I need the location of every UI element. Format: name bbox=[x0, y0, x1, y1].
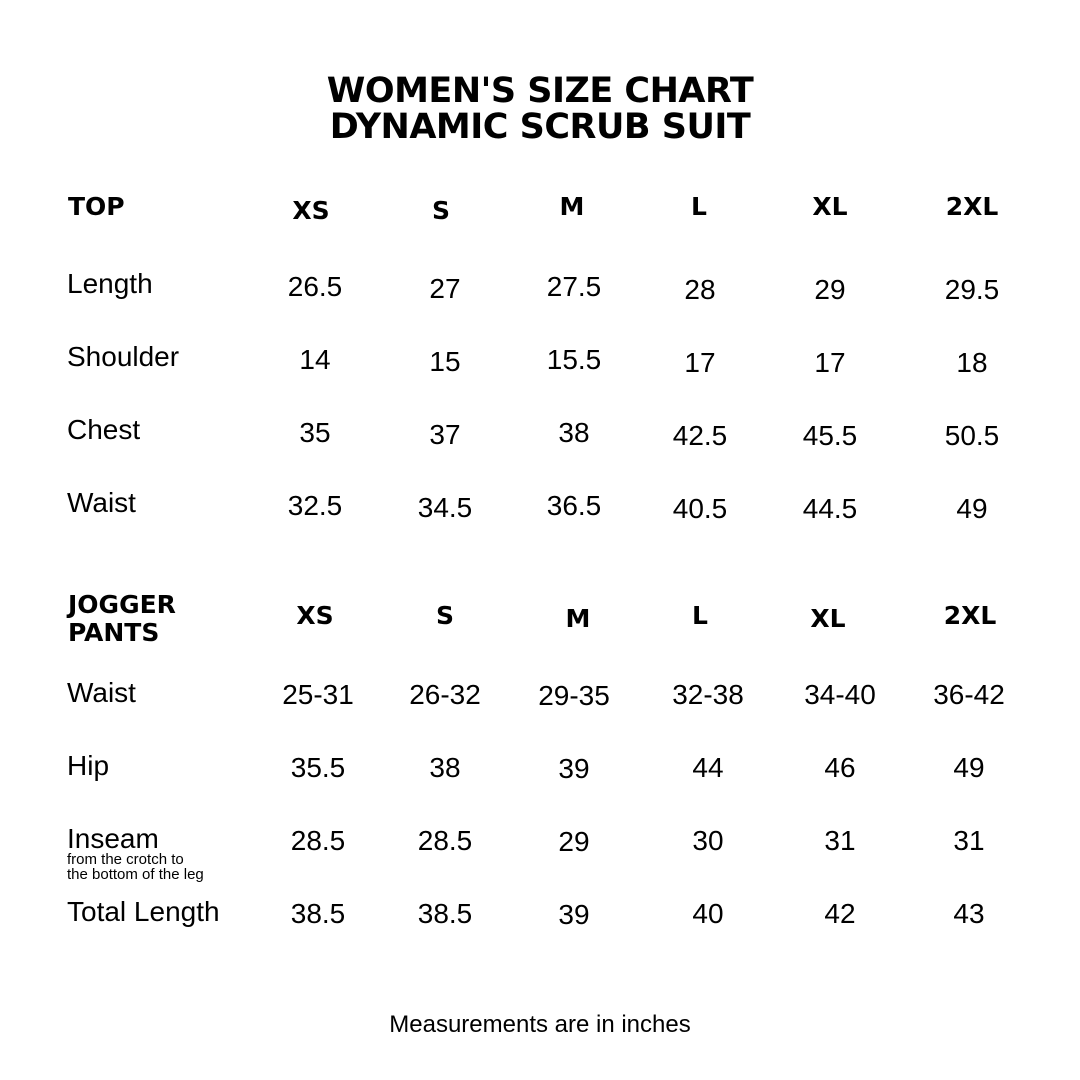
table-cell: 42.5 bbox=[672, 420, 728, 451]
table-cell: 38.5 bbox=[417, 898, 473, 929]
pants-size-header-xl: XL bbox=[810, 604, 846, 633]
table-cell: 38 bbox=[429, 752, 461, 783]
pants-size-header-xs: XS bbox=[296, 601, 334, 630]
table-cell: 37 bbox=[429, 419, 461, 450]
table-cell: 35.5 bbox=[290, 752, 346, 783]
pants-size-header-l: L bbox=[692, 601, 708, 630]
top-size-header-l: L bbox=[691, 192, 707, 221]
table-cell: 28.5 bbox=[417, 825, 473, 856]
row-label-chest: Chest bbox=[67, 414, 141, 445]
pants-size-header-m: M bbox=[565, 604, 591, 633]
table-cell: 14 bbox=[299, 344, 331, 375]
top-size-header-s: S bbox=[431, 196, 451, 225]
table-cell: 29 bbox=[558, 826, 590, 857]
table-cell: 17 bbox=[684, 347, 716, 378]
pants-section-heading bbox=[68, 591, 176, 646]
row-label-hip: Hip bbox=[67, 750, 110, 781]
table-cell: 27 bbox=[429, 273, 461, 304]
table-cell: 29-35 bbox=[538, 680, 610, 711]
table-cell: 15 bbox=[429, 346, 461, 377]
table-cell: 43 bbox=[953, 898, 985, 929]
table-cell: 36-42 bbox=[933, 679, 1005, 710]
chart-subtitle: DYNAMIC SCRUB SUIT bbox=[329, 107, 751, 147]
table-cell: 39 bbox=[558, 899, 590, 930]
inseam-note-line1: from the crotch to bbox=[67, 851, 184, 868]
table-cell: 34.5 bbox=[417, 492, 473, 523]
row-label-length: Length bbox=[67, 268, 153, 299]
top-size-header-xs: XS bbox=[292, 196, 330, 225]
row-label-waist: Waist bbox=[67, 487, 136, 518]
row-label-inseam: Inseam bbox=[67, 823, 159, 854]
table-cell: 50.5 bbox=[944, 420, 1000, 451]
table-cell: 29.5 bbox=[944, 274, 1000, 305]
pants-size-header-s: S bbox=[435, 601, 455, 630]
table-cell: 46 bbox=[824, 752, 856, 783]
row-label-total-length: Total Length bbox=[67, 896, 220, 927]
table-cell: 25-31 bbox=[282, 679, 354, 710]
table-cell: 49 bbox=[953, 752, 985, 783]
table-cell: 28.5 bbox=[290, 825, 346, 856]
row-label-pants-waist: Waist bbox=[67, 677, 136, 708]
table-cell: 45.5 bbox=[802, 420, 858, 451]
table-cell: 35 bbox=[299, 417, 331, 448]
chart-title: WOMEN'S SIZE CHART bbox=[326, 71, 754, 111]
table-cell: 32-38 bbox=[672, 679, 744, 710]
table-cell: 29 bbox=[814, 274, 846, 305]
table-cell: 27.5 bbox=[546, 271, 602, 302]
pants-heading-line2: PANTS bbox=[68, 617, 160, 647]
inseam-note-line2: the bottom of the leg bbox=[67, 866, 204, 883]
table-cell: 28 bbox=[684, 274, 716, 305]
table-cell: 31 bbox=[953, 825, 985, 856]
table-cell: 26.5 bbox=[287, 271, 343, 302]
table-cell: 18 bbox=[956, 347, 988, 378]
table-cell: 26-32 bbox=[409, 679, 481, 710]
top-size-header-m: M bbox=[559, 192, 585, 221]
table-cell: 40.5 bbox=[672, 493, 728, 524]
table-cell: 39 bbox=[558, 753, 590, 784]
measurement-units-note: Measurements are in inches bbox=[389, 1011, 691, 1038]
table-cell: 42 bbox=[824, 898, 856, 929]
table-cell: 32.5 bbox=[287, 490, 343, 521]
top-section-heading: TOP bbox=[68, 192, 125, 221]
pants-size-header-2xl: 2XL bbox=[943, 601, 997, 630]
table-cell: 36.5 bbox=[546, 490, 602, 521]
top-size-header-2xl: 2XL bbox=[945, 192, 999, 221]
table-cell: 34-40 bbox=[804, 679, 876, 710]
table-cell: 38 bbox=[558, 417, 590, 448]
table-cell: 31 bbox=[824, 825, 856, 856]
table-cell: 40 bbox=[692, 898, 724, 929]
table-cell: 15.5 bbox=[546, 344, 602, 375]
table-cell: 49 bbox=[956, 493, 988, 524]
table-cell: 30 bbox=[692, 825, 724, 856]
table-cell: 17 bbox=[814, 347, 846, 378]
row-label-shoulder: Shoulder bbox=[67, 341, 180, 372]
top-size-header-xl: XL bbox=[812, 192, 848, 221]
pants-heading-line1: JOGGER bbox=[68, 590, 176, 619]
table-cell: 44.5 bbox=[802, 493, 858, 524]
table-cell: 44 bbox=[692, 752, 724, 783]
table-cell: 38.5 bbox=[290, 898, 346, 929]
